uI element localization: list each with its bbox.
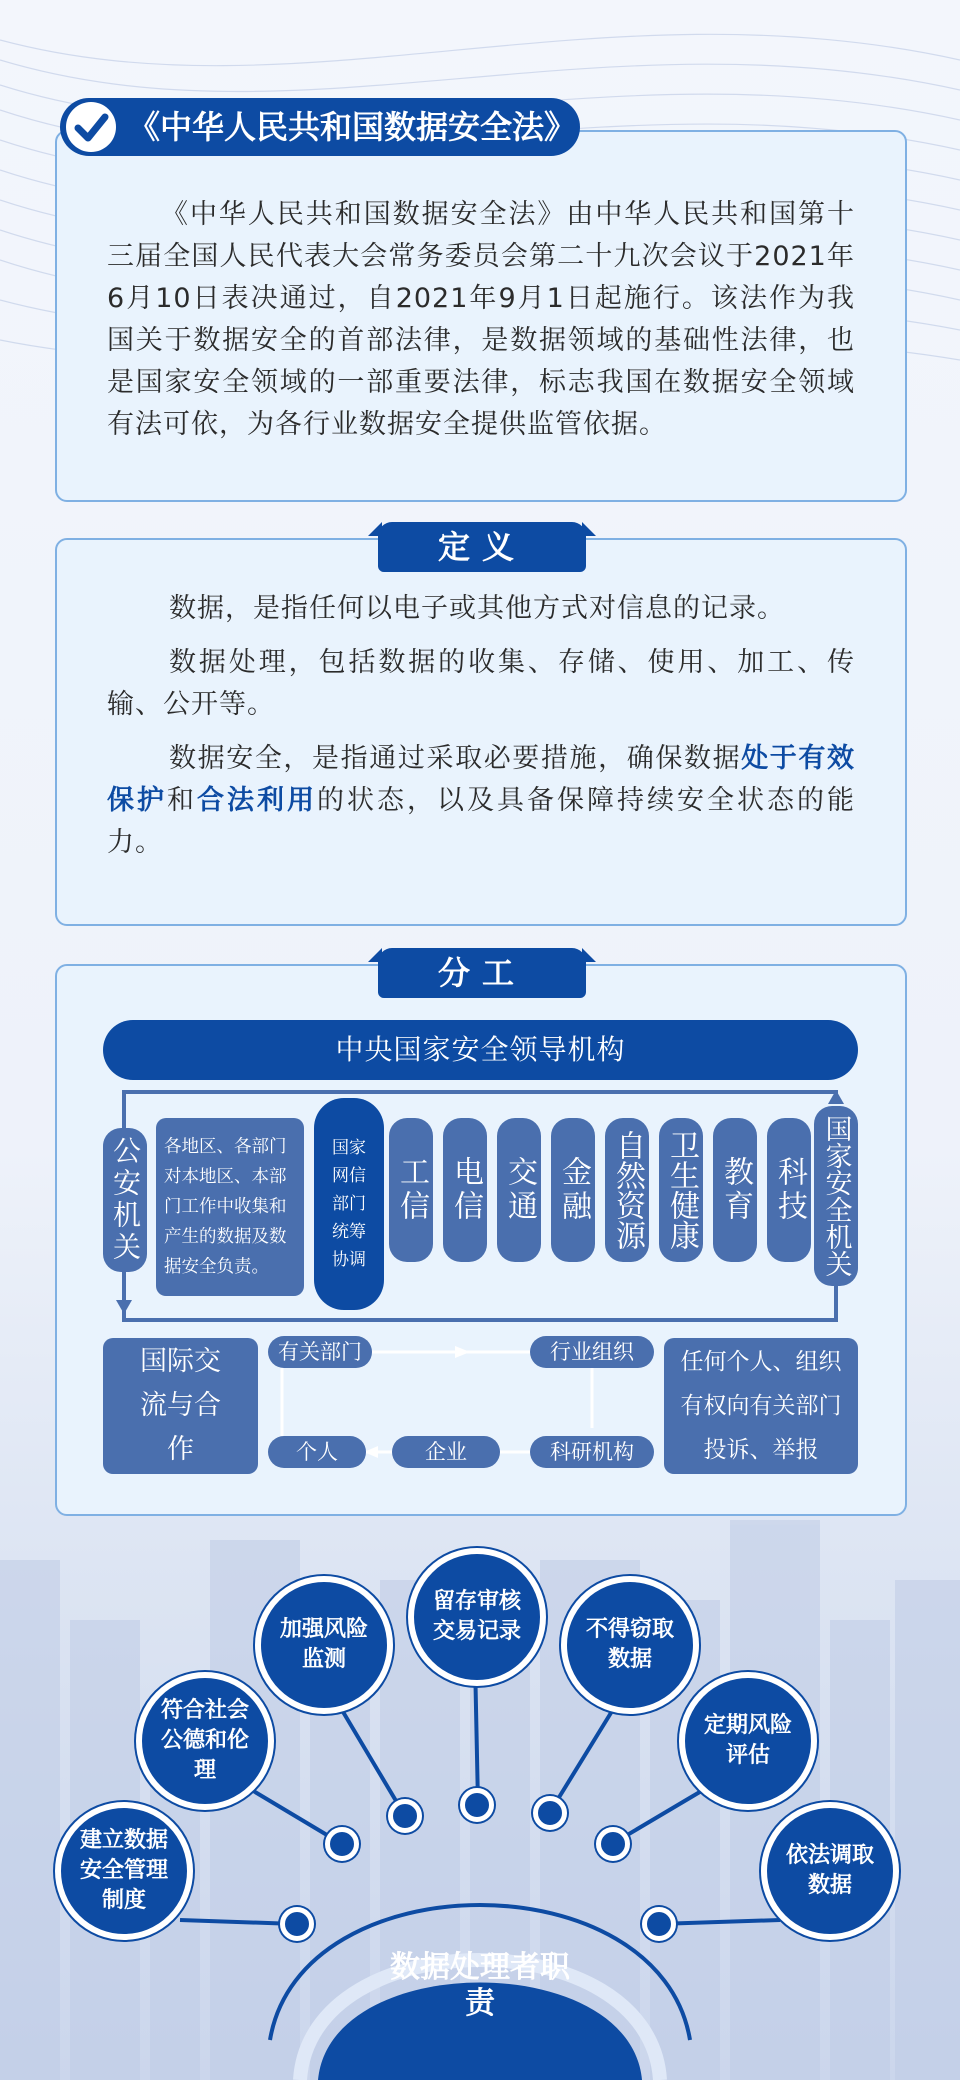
law-title: 《中华人民共和国数据安全法》 — [128, 108, 577, 146]
duty-risk-monitoring: 加强风险监测 — [255, 1576, 393, 1714]
cac-text: 国家网信部门统筹协调 — [332, 1138, 366, 1270]
industry-jiaotong: 交通 — [497, 1118, 541, 1262]
industry-gongxin: 工信 — [389, 1118, 433, 1262]
industry-technology: 科技 — [767, 1118, 811, 1262]
node-5 — [533, 1796, 567, 1830]
cac-coordination — [314, 1098, 384, 1310]
node-1 — [280, 1907, 314, 1941]
definition-title: 定义 — [378, 522, 586, 572]
duty-transaction-records: 留存审核交易记录 — [408, 1548, 546, 1686]
duty-lawful-retrieval: 依法调取数据 — [761, 1802, 899, 1940]
regions-responsibility: 各地区、各部门对本地区、本部门工作中收集和产生的数据及数据安全负责。 — [156, 1118, 304, 1296]
flow-industry-organization: 行业组织 — [530, 1336, 654, 1368]
definition-card — [55, 538, 907, 926]
highlight-lawful-use: 合法利用 — [197, 785, 317, 816]
industry-jinrong: 金融 — [551, 1118, 595, 1262]
node-2 — [325, 1827, 359, 1861]
definition-security-text-c: 的状态，以及具备保障持续安全状态的能力。 — [107, 785, 855, 858]
duty-management-system: 建立数据安全管理制度 — [55, 1802, 193, 1940]
definition-security-text-b: 和 — [167, 785, 197, 816]
node-6 — [596, 1827, 630, 1861]
definition-data: 数据，是指任何以电子或其他方式对信息的记录。 — [169, 593, 785, 624]
flow-relevant-department: 有关部门 — [268, 1336, 372, 1368]
duty-risk-assessment: 定期风险评估 — [679, 1672, 817, 1810]
node-7 — [642, 1907, 676, 1941]
central-security-leadership: 中央国家安全领导机构 — [103, 1020, 858, 1080]
duty-no-stealing: 不得窃取数据 — [561, 1576, 699, 1714]
industry-natural-resources: 自然资源 — [605, 1118, 649, 1262]
industry-dianxin: 电信 — [443, 1118, 487, 1262]
definition-security — [107, 738, 855, 864]
flow-research-institution: 科研机构 — [530, 1436, 654, 1468]
node-3 — [388, 1799, 422, 1833]
data-processor-duties-center: 数据处理者职责 — [390, 1950, 570, 2021]
checkmark-icon — [66, 102, 116, 152]
public-security-organs: 公安机关 — [103, 1128, 147, 1272]
industry-education: 教育 — [713, 1118, 757, 1262]
report-complaint: 任何个人、组织有权向有关部门投诉、举报 — [664, 1338, 858, 1474]
definition-processing: 数据处理，包括数据的收集、存储、使用、加工、传输、公开等。 — [107, 647, 855, 720]
intro-card — [55, 130, 907, 502]
duty-social-ethics: 符合社会公德和伦理 — [136, 1672, 274, 1810]
industry-health: 卫生健康 — [659, 1118, 703, 1262]
intro-paragraph: 《中华人民共和国数据安全法》由中华人民共和国第十三届全国人民代表大会常务委员会第二十九次会议于2021年6月10日表决通过，自2021年9月1日起施行。该法作为我国关于数据安全的首部法律，是数据领域的基础性法律，也是国家安全领域的一部重要法律，标志我国在数据安全领域有法可依，为各行业数据安全提供监管依据。 — [107, 199, 855, 440]
highlight-effective-protection: 处于有效保护 — [107, 743, 856, 816]
node-4 — [460, 1788, 494, 1822]
flow-enterprise: 企业 — [392, 1436, 500, 1468]
division-title: 分工 — [378, 948, 586, 998]
definition-security-text-a: 数据安全，是指通过采取必要措施，确保数据 — [169, 743, 742, 774]
law-title-banner — [60, 98, 580, 156]
flow-individual: 个人 — [268, 1436, 366, 1468]
international-cooperation: 国际交流与合作 — [103, 1338, 258, 1474]
state-security-organs: 国家安全机关 — [814, 1106, 858, 1286]
